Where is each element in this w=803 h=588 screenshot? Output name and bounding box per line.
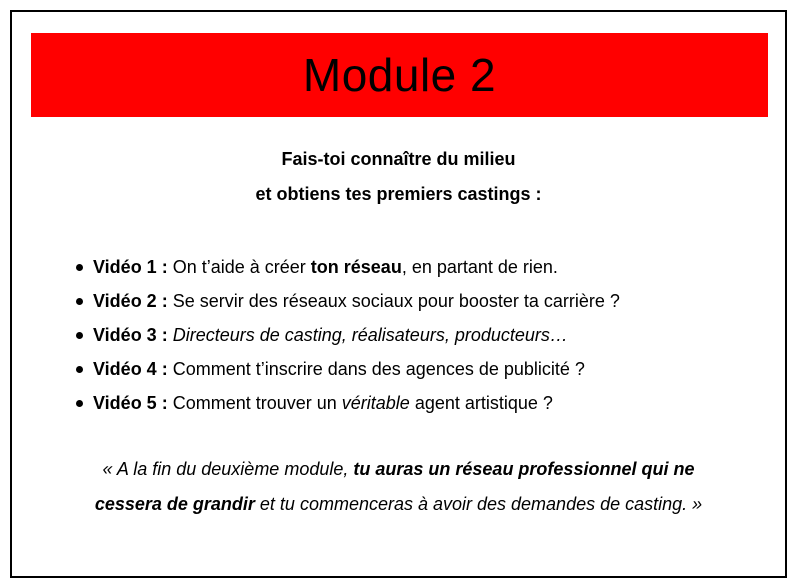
quote-text: « A la fin du deuxième module, xyxy=(102,459,354,479)
quote-line-1 xyxy=(12,459,785,480)
video-item-1 xyxy=(76,256,620,290)
quote-line-2 xyxy=(12,494,785,515)
bullet-icon xyxy=(76,332,83,339)
video-label: Vidéo 3 : xyxy=(93,325,168,345)
video-text-italic: véritable xyxy=(341,393,410,413)
video-text-bold: ton réseau xyxy=(310,257,402,277)
video-item-5 xyxy=(76,392,620,426)
video-text: Comment trouver un xyxy=(167,393,342,413)
quote-text: et tu commenceras à avoir des demandes de casting. » xyxy=(254,494,703,514)
bullet-icon xyxy=(76,264,83,271)
video-list xyxy=(76,256,620,426)
video-text: , en partant de rien. xyxy=(401,257,558,277)
module-banner xyxy=(31,33,768,117)
bullet-icon xyxy=(76,400,83,407)
video-text: Se servir des réseaux sociaux pour booster ta carrière ? xyxy=(167,291,620,311)
video-label: Vidéo 1 : xyxy=(93,257,168,277)
subtitle-line-1: Fais-toi connaître du milieu xyxy=(281,149,516,169)
module-title: Module 2 xyxy=(302,49,497,101)
video-text: Comment t’inscrire dans des agences de publicité ? xyxy=(167,359,585,379)
video-item-4 xyxy=(76,358,620,392)
quote-text-bold: cessera de grandir xyxy=(94,494,255,514)
video-text: On t’aide à créer xyxy=(167,257,311,277)
video-item-2 xyxy=(76,290,620,324)
video-text: agent artistique ? xyxy=(409,393,553,413)
video-item-3 xyxy=(76,324,620,358)
video-label: Vidéo 2 : xyxy=(93,291,168,311)
slide xyxy=(10,10,787,578)
video-text-italic: Directeurs de casting, réalisateurs, producteurs… xyxy=(167,325,568,345)
quote-text-bold: tu auras un réseau professionnel qui ne xyxy=(353,459,695,479)
video-label: Vidéo 5 : xyxy=(93,393,168,413)
bullet-icon xyxy=(76,366,83,373)
bullet-icon xyxy=(76,298,83,305)
video-label: Vidéo 4 : xyxy=(93,359,168,379)
subtitle-line-2: et obtiens tes premiers castings : xyxy=(255,184,542,204)
